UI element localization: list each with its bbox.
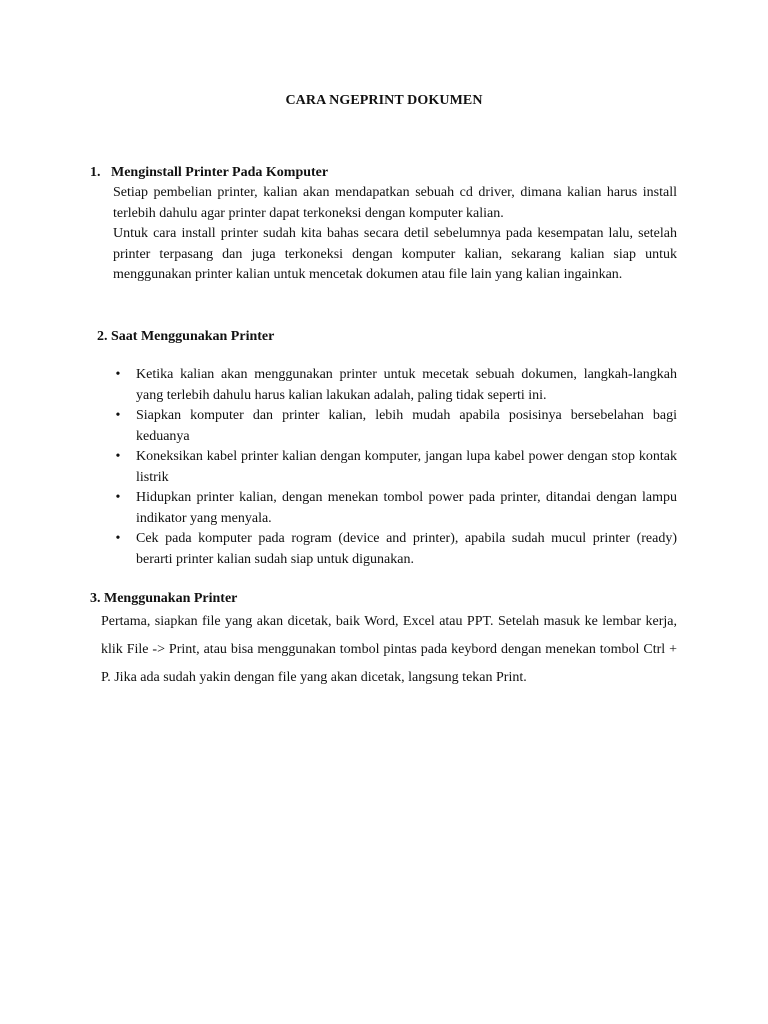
- list-item-text: Cek pada komputer pada rogram (device and printer), apabila sudah mucul printer (ready) berarti printer kalian sudah siap untuk digunakan.: [136, 531, 677, 567]
- bullet-icon: •: [115, 531, 121, 546]
- section-2-bullet-list: [113, 365, 677, 570]
- list-item-text: Ketika kalian akan menggunakan printer untuk mecetak sebuah dokumen, langkah-langkah yang terlebih dahulu harus kalian lakukan adalah, paling tidak seperti ini.: [136, 367, 677, 403]
- section-1-body: [113, 183, 677, 286]
- bullet-icon: •: [115, 490, 121, 505]
- list-item: [113, 447, 677, 488]
- bullet-icon: •: [115, 449, 121, 464]
- list-item: [113, 406, 677, 447]
- section-3-paragraph: Pertama, siapkan file yang akan dicetak, baik Word, Excel atau PPT. Setelah masuk ke lembar kerja, klik File -> Print, atau bisa menggunakan tombol pintas pada keybord dengan menekan tombol Ctrl + P. Jika ada sudah yakin dengan file yang akan dicetak, langsung tekan Print.: [101, 614, 677, 685]
- section-1-paragraph-2: Untuk cara install printer sudah kita bahas secara detil sebelumnya pada kesempatan lalu, setelah printer terpasang dan juga terkoneksi dengan komputer kalian, sekarang kalian siap untuk menggunakan printer kalian untuk mencetak dokumen atau file lain yang kalian ingainkan.: [113, 226, 677, 282]
- list-item: [113, 365, 677, 406]
- section-2-heading: 2. Saat Menggunakan Printer: [97, 329, 275, 344]
- bullet-icon: •: [115, 367, 121, 382]
- list-item-text: Siapkan komputer dan printer kalian, lebih mudah apabila posisinya bersebelahan bagi keduanya: [136, 408, 677, 444]
- section-1-paragraph-1: Setiap pembelian printer, kalian akan mendapatkan sebuah cd driver, dimana kalian harus install terlebih dahulu agar printer dapat terkoneksi dengan komputer kalian.: [113, 185, 677, 221]
- list-item-text: Hidupkan printer kalian, dengan menekan tombol power pada printer, ditandai dengan lampu indikator yang menyala.: [136, 490, 677, 526]
- section-1-heading: 1. Menginstall Printer Pada Komputer: [90, 165, 329, 180]
- bullet-icon: •: [115, 408, 121, 423]
- list-item-text: Koneksikan kabel printer kalian dengan komputer, jangan lupa kabel power dengan stop kontak listrik: [136, 449, 677, 485]
- document-title: CARA NGEPRINT DOKUMEN: [285, 93, 483, 108]
- list-item: [113, 488, 677, 529]
- list-item: [113, 529, 677, 570]
- section-3-heading: 3. Menggunakan Printer: [90, 591, 238, 606]
